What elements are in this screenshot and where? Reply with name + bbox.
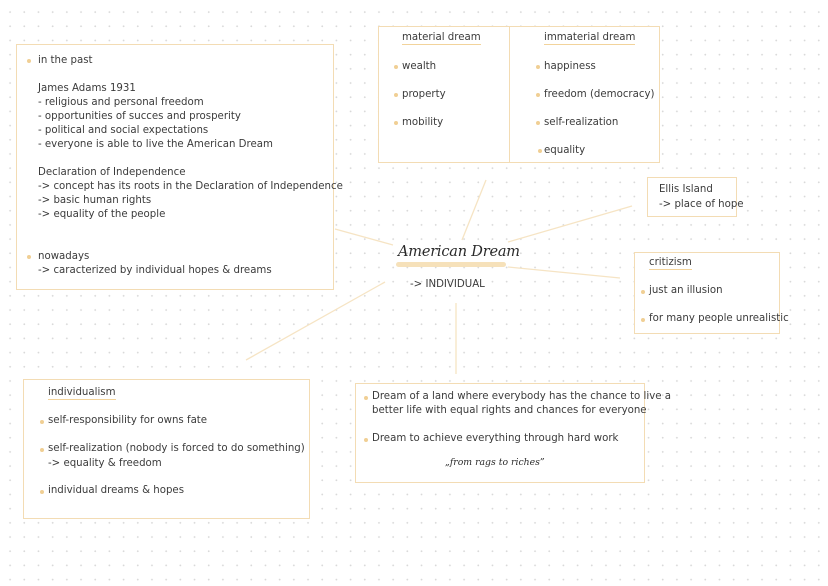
adams-title: James Adams 1931: [38, 83, 136, 94]
history-past: in the past: [38, 55, 93, 66]
bullet-icon: [394, 65, 398, 69]
immaterial-item: freedom (democracy): [544, 89, 655, 100]
rags-to-riches-quote: „from rags to riches”: [445, 457, 545, 468]
history-card[interactable]: [16, 44, 343, 290]
connector-individualism: [246, 282, 385, 360]
immaterial-item: happiness: [544, 61, 596, 72]
material-item: mobility: [402, 117, 444, 128]
history-nowadays: nowadays: [38, 251, 90, 262]
bullet-icon: [364, 396, 368, 400]
declaration-item: -> equality of the people: [38, 209, 166, 220]
individualism-card[interactable]: [23, 379, 310, 519]
critizism-card[interactable]: [634, 252, 789, 334]
declaration-item: -> basic human rights: [38, 195, 152, 206]
bullet-icon: [641, 318, 645, 322]
connector-dreams: [462, 180, 486, 240]
declaration-item: -> concept has its roots in the Declaration of Independence: [38, 181, 343, 192]
adams-item: - religious and personal freedom: [38, 97, 204, 108]
dreams-card[interactable]: [378, 26, 660, 163]
bullet-icon: [364, 438, 368, 442]
definition-line: better life with equal rights and chances for everyone: [372, 405, 647, 416]
bullet-icon: [394, 121, 398, 125]
material-item: property: [402, 89, 446, 100]
individualism-item: self-responsibility for owns fate: [48, 415, 208, 426]
definition-card[interactable]: [355, 383, 671, 483]
bullet-icon: [536, 93, 540, 97]
individualism-subitem: -> equality & freedom: [48, 458, 162, 469]
individualism-item: self-realization (nobody is forced to do something): [48, 443, 305, 454]
ellis-title: Ellis Island: [659, 184, 713, 195]
immaterial-item: equality: [544, 145, 586, 156]
definition-hard-work: Dream to achieve everything through hard work: [372, 433, 619, 444]
central-topic-subtitle: -> INDIVIDUAL: [410, 279, 485, 290]
immaterial-heading: immaterial dream: [544, 32, 636, 43]
bullet-icon: [536, 121, 540, 125]
connector-ellis: [508, 206, 632, 242]
material-item: wealth: [402, 61, 437, 72]
bullet-icon: [27, 255, 31, 259]
critizism-item: just an illusion: [649, 285, 723, 296]
bullet-icon: [40, 490, 44, 494]
adams-item: - everyone is able to live the American Dream: [38, 139, 273, 150]
bullet-icon: [27, 59, 31, 63]
adams-item: - opportunities of succes and prosperity: [38, 111, 241, 122]
bullet-icon: [40, 420, 44, 424]
nowadays-item: -> caracterized by individual hopes & dreams: [38, 265, 272, 276]
immaterial-item: self-realization: [544, 117, 619, 128]
material-heading: material dream: [402, 32, 481, 43]
ellis-detail: -> place of hope: [659, 199, 744, 210]
connector-critizism: [508, 267, 620, 278]
critizism-heading: critizism: [649, 257, 692, 268]
individualism-heading: individualism: [48, 387, 116, 398]
critizism-item: for many people unrealistic: [649, 313, 789, 324]
column-divider: [509, 27, 510, 162]
individualism-item: individual dreams & hopes: [48, 485, 185, 496]
declaration-title: Declaration of Independence: [38, 167, 186, 178]
bullet-icon: [394, 93, 398, 97]
bullet-icon: [40, 448, 44, 452]
bullet-icon: [538, 149, 542, 153]
definition-line: Dream of a land where everybody has the chance to live a: [372, 391, 671, 402]
bullet-icon: [641, 290, 645, 294]
ellis-island-card[interactable]: [647, 177, 744, 217]
central-topic-title[interactable]: American Dream: [398, 244, 520, 260]
bullet-icon: [536, 65, 540, 69]
adams-item: - political and social expectations: [38, 125, 209, 136]
title-highlight: [396, 262, 506, 267]
connector-history: [335, 229, 393, 245]
